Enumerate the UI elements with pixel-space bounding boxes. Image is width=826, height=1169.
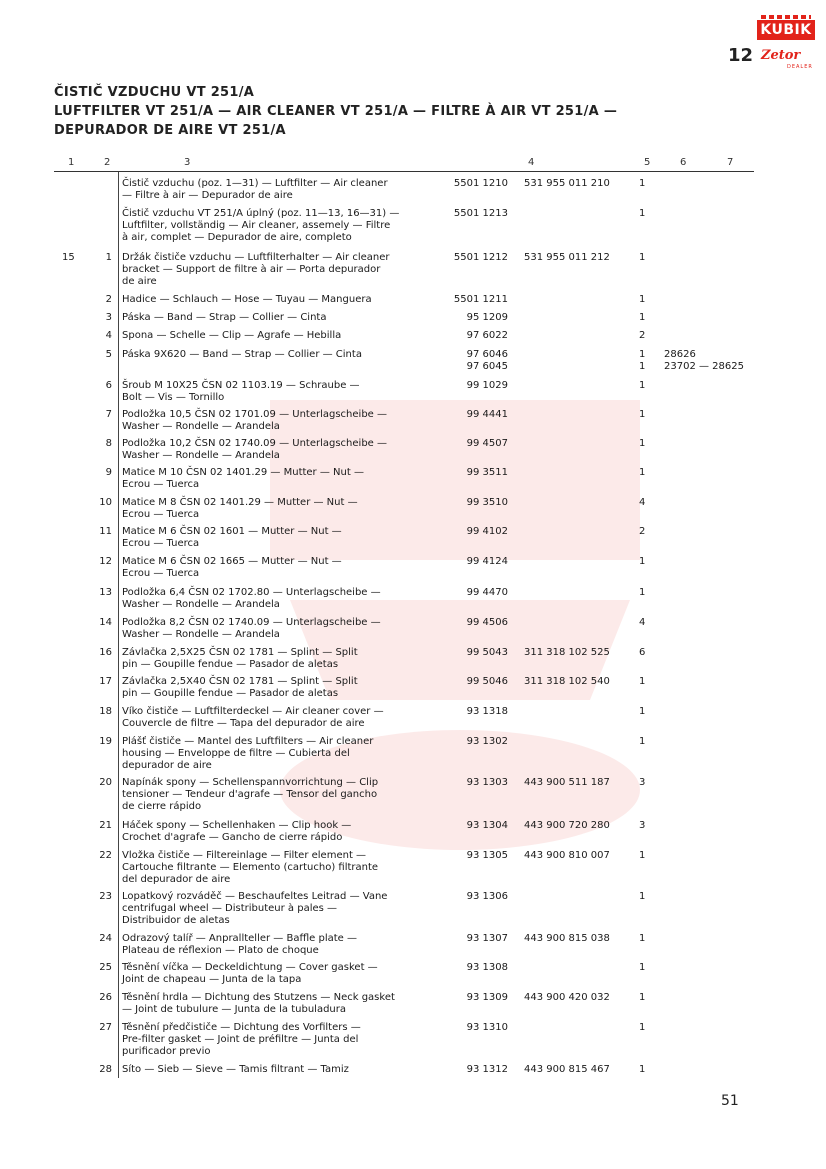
part-description: Těsnění předčističe — Dichtung des Vorfilters — Pre-filter gasket — Joint de préfiltre — Junta del purificador previo (122, 1022, 361, 1057)
quantity: 2 (639, 526, 646, 537)
part-number: 99 3511 (466, 467, 508, 478)
part-description: Podložka 10,5 ČSN 02 1701.09 — Unterlagscheibe — Washer — Rondelle — Arandela (122, 409, 388, 432)
part-number: 99 5046 (466, 676, 508, 687)
alt-part-number: 311 318 102 525 (524, 647, 610, 658)
part-description: Háček spony — Schellenhaken — Clip hook — Crochet d'agrafe — Gancho de cierre rápido (122, 820, 352, 843)
quantity: 1 (639, 438, 646, 449)
part-number: 5501 1212 (453, 252, 508, 263)
quantity: 1 (639, 891, 646, 902)
part-description: Podložka 8,2 ČSN 02 1740.09 — Unterlagscheibe — Washer — Rondelle — Arandela (122, 617, 381, 640)
column-divider (118, 172, 119, 1078)
alt-part-number: 531 955 011 210 (524, 178, 610, 189)
position-number: 23 (99, 891, 112, 902)
position-number: 12 (99, 556, 112, 567)
quantity: 3 (639, 777, 646, 788)
part-number: 97 6022 (466, 330, 508, 341)
quantity: 1 (639, 294, 646, 305)
part-number: 93 1312 (466, 1064, 508, 1075)
position-number: 19 (99, 736, 112, 747)
section-code: 12 (728, 45, 754, 66)
position-number: 21 (99, 820, 112, 831)
position-number: 13 (99, 587, 112, 598)
serial-note: 28626 23702 — 28625 (664, 349, 744, 372)
col-header-7: 7 (727, 157, 734, 168)
position-number: 9 (105, 467, 112, 478)
zetor-wordmark: Zetor (761, 48, 801, 63)
part-number: 99 3510 (466, 497, 508, 508)
quantity: 1 (639, 1022, 646, 1033)
alt-part-number: 443 900 815 038 (524, 933, 610, 944)
position-number: 14 (99, 617, 112, 628)
part-description: Síto — Sieb — Sieve — Tamis filtrant — Tamiz (122, 1064, 349, 1075)
part-number: 93 1310 (466, 1022, 508, 1033)
part-number: 93 1305 (466, 850, 508, 861)
position-number: 10 (99, 497, 112, 508)
quantity: 1 (639, 312, 646, 323)
col-header-3: 3 (184, 157, 191, 168)
part-number: 95 1209 (466, 312, 508, 323)
quantity: 1 (639, 556, 646, 567)
title-line-1: ČISTIČ VZDUCHU VT 251/A (54, 85, 255, 100)
col-header-1: 1 (68, 157, 75, 168)
position-number: 4 (105, 330, 112, 341)
part-description: Odrazový talíř — Anprallteller — Baffle plate — Plateau de réflexion — Plato de choque (122, 933, 357, 956)
alt-part-number: 443 900 815 467 (524, 1064, 610, 1075)
part-description: Matice M 8 ČSN 02 1401.29 — Mutter — Nut — Ecrou — Tuerca (122, 497, 358, 520)
quantity: 1 (639, 587, 646, 598)
part-number: 93 1306 (466, 891, 508, 902)
part-number: 5501 1211 (453, 294, 508, 305)
position-number: 18 (99, 706, 112, 717)
kubik-zetor-logo (757, 14, 815, 72)
position-number: 2 (105, 294, 112, 305)
part-number: 93 1309 (466, 992, 508, 1003)
quantity: 1 (639, 962, 646, 973)
kubik-wordmark: KUBIK (757, 20, 815, 40)
part-number: 97 6046 97 6045 (466, 349, 508, 372)
part-number: 93 1304 (466, 820, 508, 831)
position-number: 26 (99, 992, 112, 1003)
header-rule (54, 171, 754, 172)
part-number: 99 4507 (466, 438, 508, 449)
part-number: 99 4441 (466, 409, 508, 420)
part-number: 99 1029 (466, 380, 508, 391)
quantity: 2 (639, 330, 646, 341)
quantity: 1 (639, 933, 646, 944)
quantity: 1 (639, 409, 646, 420)
part-description: Čistič vzduchu (poz. 1—31) — Luftfilter — Air cleaner — Filtre à air — Depurador de aire (122, 178, 388, 201)
part-description: Podložka 6,4 ČSN 02 1702.80 — Unterlagscheibe — Washer — Rondelle — Arandela (122, 587, 381, 610)
position-number: 6 (105, 380, 112, 391)
page-number: 51 (721, 1093, 739, 1109)
quantity: 1 1 (639, 349, 646, 372)
position-number: 17 (99, 676, 112, 687)
col-header-5: 5 (644, 157, 651, 168)
position-number: 3 (105, 312, 112, 323)
part-number: 93 1307 (466, 933, 508, 944)
quantity: 1 (639, 380, 646, 391)
col-header-6: 6 (680, 157, 687, 168)
col-header-2: 2 (104, 157, 111, 168)
part-description: Spona — Schelle — Clip — Agrafe — Hebilla (122, 330, 342, 341)
part-description: Šroub M 10X25 ČSN 02 1103.19 — Schraube — Bolt — Vis — Tornillo (122, 380, 360, 403)
part-number: 5501 1213 (453, 208, 508, 219)
dealer-tag: DEALER (787, 64, 813, 70)
part-description: Těsnění víčka — Deckeldichtung — Cover gasket — Joint de chapeau — Junta de la tapa (122, 962, 378, 985)
position-number: 11 (99, 526, 112, 537)
part-description: Hadice — Schlauch — Hose — Tuyau — Manguera (122, 294, 372, 305)
part-description: Lopatkový rozváděč — Beschaufeltes Leitrad — Vane centrifugal wheel — Distributeur à pales — Distribuidor de aletas (122, 891, 388, 926)
part-number: 93 1302 (466, 736, 508, 747)
quantity: 1 (639, 467, 646, 478)
part-number: 93 1308 (466, 962, 508, 973)
part-description: Víko čističe — Luftfilterdeckel — Air cleaner cover — Couvercle de filtre — Tapa del depurador de aire (122, 706, 384, 729)
quantity: 1 (639, 178, 646, 189)
part-number: 99 4506 (466, 617, 508, 628)
alt-part-number: 443 900 720 280 (524, 820, 610, 831)
part-description: Držák čističe vzduchu — Luftfilterhalter — Air cleaner bracket — Support de filtre à air — Porta depurador de aire (122, 252, 390, 287)
part-description: Podložka 10,2 ČSN 02 1740.09 — Unterlagscheibe — Washer — Rondelle — Arandela (122, 438, 388, 461)
fig-number: 15 (62, 252, 75, 263)
part-description: Vložka čističe — Filtereinlage — Filter element — Cartouche filtrante — Elemento (cartucho) filtrante del depurador de aire (122, 850, 379, 885)
position-number: 24 (99, 933, 112, 944)
quantity: 6 (639, 647, 646, 658)
quantity: 1 (639, 676, 646, 687)
part-number: 5501 1210 (453, 178, 508, 189)
part-description: Závlačka 2,5X25 ČSN 02 1781 — Splint — Split pin — Goupille fendue — Pasador de aletas (122, 647, 358, 670)
part-description: Závlačka 2,5X40 ČSN 02 1781 — Splint — Split pin — Goupille fendue — Pasador de aletas (122, 676, 358, 699)
part-description: Matice M 10 ČSN 02 1401.29 — Mutter — Nut — Ecrou — Tuerca (122, 467, 364, 490)
quantity: 1 (639, 736, 646, 747)
position-number: 25 (99, 962, 112, 973)
position-number: 16 (99, 647, 112, 658)
part-number: 93 1318 (466, 706, 508, 717)
alt-part-number: 443 900 810 007 (524, 850, 610, 861)
position-number: 7 (105, 409, 112, 420)
part-description: Čistič vzduchu VT 251/A úplný (poz. 11—13, 16—31) — Luftfilter, vollständig — Air cleaner, assemely — Filtre à air, complet — Depurador de aire, completo (122, 208, 400, 243)
part-number: 99 4470 (466, 587, 508, 598)
quantity: 1 (639, 1064, 646, 1075)
position-number: 1 (105, 252, 112, 263)
quantity: 1 (639, 706, 646, 717)
part-number: 93 1303 (466, 777, 508, 788)
position-number: 20 (99, 777, 112, 788)
position-number: 27 (99, 1022, 112, 1033)
part-description: Páska 9X620 — Band — Strap — Collier — Cinta (122, 349, 362, 360)
part-number: 99 4124 (466, 556, 508, 567)
alt-part-number: 311 318 102 540 (524, 676, 610, 687)
position-number: 8 (105, 438, 112, 449)
col-header-4: 4 (528, 157, 535, 168)
part-description: Páska — Band — Strap — Collier — Cinta (122, 312, 327, 323)
quantity: 1 (639, 992, 646, 1003)
position-number: 5 (105, 349, 112, 360)
quantity: 1 (639, 208, 646, 219)
title-line-2: LUFTFILTER VT 251/A — AIR CLEANER VT 251/A — FILTRE À AIR VT 251/A — (54, 104, 618, 119)
quantity: 1 (639, 252, 646, 263)
alt-part-number: 443 900 511 187 (524, 777, 610, 788)
part-description: Napínák spony — Schellenspannvorrichtung — Clip tensioner — Tendeur d'agrafe — Tensor del gancho de cierre rápido (122, 777, 379, 812)
quantity: 1 (639, 850, 646, 861)
part-description: Těsnění hrdla — Dichtung des Stutzens — Neck gasket — Joint de tubulure — Junta de la tubuladura (122, 992, 395, 1015)
part-number: 99 5043 (466, 647, 508, 658)
part-number: 99 4102 (466, 526, 508, 537)
alt-part-number: 531 955 011 212 (524, 252, 610, 263)
quantity: 4 (639, 497, 646, 508)
quantity: 4 (639, 617, 646, 628)
part-description: Matice M 6 ČSN 02 1665 — Mutter — Nut — Ecrou — Tuerca (122, 556, 342, 579)
quantity: 3 (639, 820, 646, 831)
part-description: Plášť čističe — Mantel des Luftfilters — Air cleaner housing — Enveloppe de filtre — Cubierta del depurador de aire (122, 736, 374, 771)
position-number: 28 (99, 1064, 112, 1075)
title-line-3: DEPURADOR DE AIRE VT 251/A (54, 123, 286, 138)
position-number: 22 (99, 850, 112, 861)
alt-part-number: 443 900 420 032 (524, 992, 610, 1003)
part-description: Matice M 6 ČSN 02 1601 — Mutter — Nut — Ecrou — Tuerca (122, 526, 342, 549)
